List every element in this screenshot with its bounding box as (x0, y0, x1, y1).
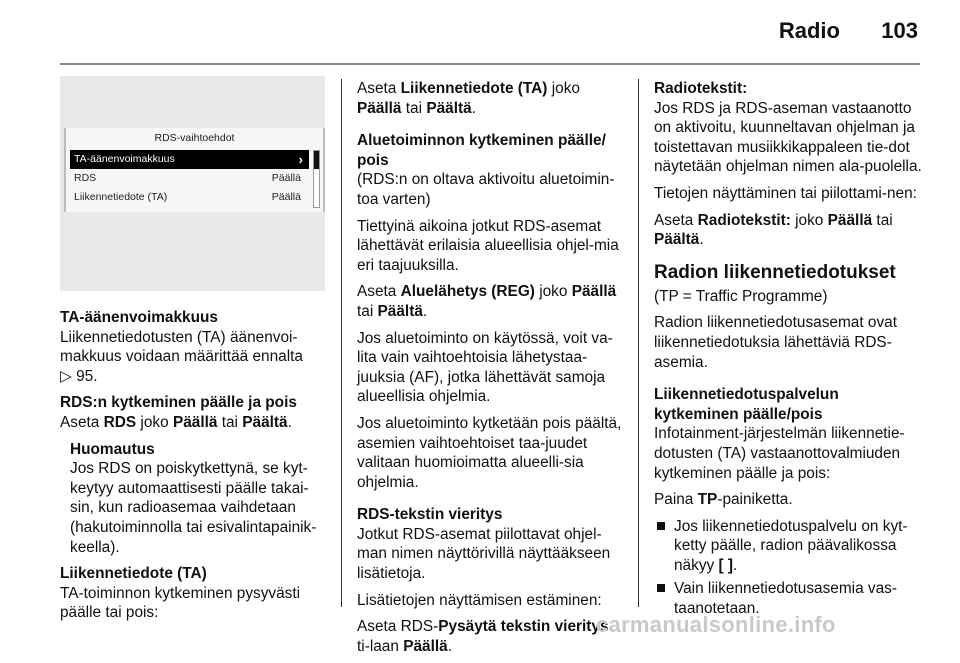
watermark: carmanualsonline.info (596, 612, 836, 637)
paragraph: Paina TP-painiketta. (654, 491, 793, 509)
menu-item-value: Päällä (271, 172, 301, 184)
menu-item-rds[interactable] (70, 169, 309, 188)
page-number: 103 (881, 18, 918, 43)
note-text: Jos RDS on poiskytkettynä, se kyt-keytyy automaattisesti päälle takai-sin, kun radioasemaa vaihdetaan (hakutoiminnolla tai esivalintapainik-keella). (70, 460, 317, 556)
paragraph: Aseta RDS joko Päällä tai Päältä. (60, 413, 292, 431)
paragraph: Liikennetiedotusten (TA) äänenvoi-makkuus voidaan määrittää ennalta ▷ 95. (60, 328, 303, 385)
menu-scrollbar[interactable] (313, 150, 320, 208)
paragraph: TA-toiminnon kytkeminen pysyvästi päälle tai pois: (60, 584, 301, 622)
menu-item-label: RDS (74, 172, 97, 184)
paragraph: Jos RDS ja RDS-aseman vastaanotto on aktivoitu, kuunneltavan ohjelman ja toistettavan musiikkikappaleen tie-dot näytetään ohjelman nimen ala-puolella. (654, 99, 922, 176)
paragraph: Jos aluetoiminto on käytössä, voit va-lita vain vaihtoehtoisia lähetystaa-juuksia (AF), jotka lähettävät samoja alueellisia ohjelmia. (357, 329, 613, 406)
bullet-list (654, 517, 922, 619)
section-heading-radiotext: Radiotekstit: (654, 80, 748, 97)
paragraph: Tietojen näyttäminen tai piilottami-nen: (654, 184, 917, 202)
section-heading-regional: Aluetoiminnon kytkeminen päälle/ pois (357, 132, 606, 169)
note-box (60, 440, 325, 558)
list-item: Vain liikennetiedotusasemia vas-taanotetaan. (654, 579, 922, 618)
paragraph: (RDS:n on oltava aktivoitu aluetoimin-toa varten) (357, 171, 615, 208)
section-heading-traffic-service: Liikennetiedotuspalvelun kytkeminen päälle/pois (654, 386, 839, 423)
bullet-square-icon (657, 584, 665, 592)
menu-title: RDS-vaihtoehdot (154, 132, 235, 144)
column-2 (357, 79, 625, 663)
chevron-right-icon: › (298, 152, 303, 167)
note-title: Huomautus (70, 440, 155, 458)
section-heading-rds: RDS:n kytkeminen päälle ja pois (60, 394, 297, 412)
paragraph: Aseta Aluelähetys (REG) joko Päällä tai Päältä. (357, 283, 617, 320)
paragraph: Lisätietojen näyttämisen estäminen: (357, 591, 602, 609)
bullet-square-icon (657, 522, 665, 530)
list-item: Jos liikennetiedotuspalvelu on kyt-ketty päälle, radion päävalikossa näkyy [ ]. (654, 517, 922, 576)
section-heading-ta-volume: TA-äänenvoimakkuus (60, 309, 218, 326)
menu-item-traffic-announcement[interactable] (70, 188, 309, 207)
paragraph: Infotainment-järjestelmän liikennetie-dotusten (TA) vastaanottovalmiuden kytkeminen päälle ja pois: (654, 425, 905, 482)
menu-item-value: Päällä (271, 191, 301, 203)
column-3 (654, 79, 922, 623)
paragraph: Tiettyinä aikoina jotkut RDS-asemat lähettävät erilaisia alueellisia ohjel-mia eri taajuuksilla. (357, 217, 619, 274)
column-divider (341, 79, 342, 607)
display-screenshot (60, 76, 325, 291)
menu-item-ta-volume[interactable] (70, 150, 309, 169)
paragraph: Aseta RDS-Pysäytä tekstin vieritys ti-laan Päällä. (357, 618, 609, 655)
header-divider (60, 63, 920, 65)
paragraph: Aseta Liikennetiedote (TA) joko Päällä tai Päältä. (357, 80, 580, 117)
paragraph: Aseta Radiotekstit: joko Päällä tai Päältä. (654, 211, 893, 249)
paragraph: Radion liikennetiedotusasemat ovat liikennetiedotuksia lähettäviä RDS-asemia. (654, 314, 897, 371)
paragraph: (TP = Traffic Programme) (654, 287, 828, 305)
paragraph: Jos aluetoiminto kytketään pois päältä, asemien vaihtoehtoiset taa-juudet valitaan huomioimatta alueelli-sia ohjelmia. (357, 414, 622, 491)
column-1 (60, 308, 325, 630)
page-ref-arrow-icon: ▷ (60, 367, 72, 385)
scrollbar-thumb[interactable] (314, 151, 319, 169)
rds-options-menu (64, 128, 325, 212)
menu-item-label: Liikennetiedote (TA) (74, 191, 168, 203)
running-header-title: Radio (778, 18, 840, 43)
paragraph: Jotkut RDS-asemat piilottavat ohjel-man nimen näyttörivillä näyttääkseen lisätietoja. (357, 525, 611, 583)
menu-item-label: TA-äänenvoimakkuus (74, 153, 175, 165)
column-divider (638, 79, 639, 607)
section-heading-text-scroll: RDS-tekstin vieritys (357, 506, 503, 524)
section-heading-traffic-announcement: Liikennetiedote (TA) (60, 565, 207, 583)
section-heading-traffic-program: Radion liikennetiedotukset (654, 261, 896, 283)
